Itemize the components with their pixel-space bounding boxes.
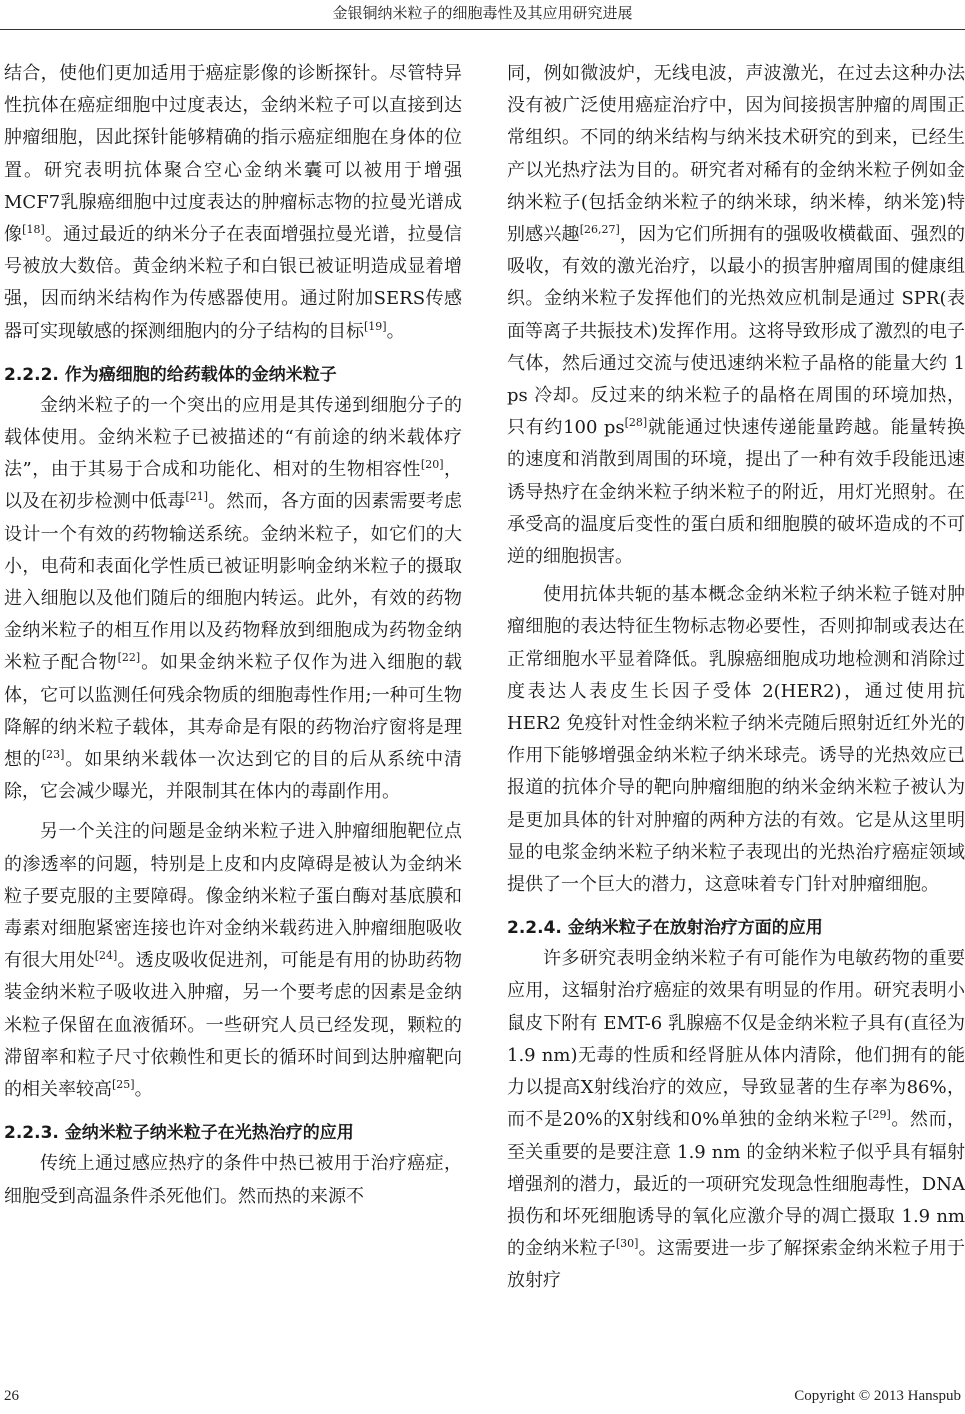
right-column xyxy=(507,58,965,1298)
copyright-notice: Copyright © 2013 Hanspub xyxy=(794,1388,961,1404)
paragraph: 使用抗体共轭的基本概念金纳米粒子纳米粒子链对肿瘤细胞的表达特征生物标志物必要性，否则抑制或表达在正常细胞水平显着降低。乳腺癌细胞成功地检测和消除过度表达人表皮生长因子受体 2(HER2)，通过使用抗 HER2 免疫针对性金纳米粒子纳米壳随后照射近红外光的作用下能够增强金纳米粒子纳米球壳。诱导的光热效应已报道的抗体介导的靶向肿瘤细胞的纳米金纳米粒子被认为是更加具体的针对肿瘤的两种方法的有效。它是从这里明显的电浆金纳米粒子纳米粒子表现出的光热治疗癌症领域提供了一个巨大的潜力，这意味着专门针对肿瘤细胞。 xyxy=(507,584,965,896)
citation: [28] xyxy=(624,416,648,430)
citation: [29] xyxy=(868,1108,891,1122)
citation: [22] xyxy=(117,651,141,665)
header-divider xyxy=(0,29,965,30)
citation: [30] xyxy=(615,1237,639,1251)
left-column xyxy=(4,58,462,1213)
citation: [23] xyxy=(41,748,65,762)
section-heading-2-2-3: 2.2.3. 金纳米粒子纳米粒子在光热治疗的应用 xyxy=(4,1123,354,1144)
page-number: 26 xyxy=(4,1388,19,1404)
paragraph: 金纳米粒子的一个突出的应用是其传递到细胞分子的载体使用。金纳米粒子已被描述的“有前途的纳米载体疗法”，由于其易于合成和功能化、相对的生物相容性[20]，以及在初步检测中低毒[21]。然而，各方面的因素需要考虑设计一个有效的药物输送系统。金纳米粒子，如它们的大小，电荷和表面化学性质已被证明影响金纳米粒子的摄取进入细胞以及他们随后的细胞内转运。此外，有效的药物金纳米粒子的相互作用以及药物释放到细胞成为药物金纳米粒子配合物[22]。如果金纳米粒子仅作为进入细胞的载体，它可以监测任何残余物质的细胞毒性作用;一种可生物降解的纳米粒子载体，其寿命是有限的药物治疗窗将是理想的[23]。如果纳米载体一次达到它的目的后从系统中清除，它会减少曝光，并限制其在体内的毒副作用。 xyxy=(4,394,463,803)
citation: [20] xyxy=(420,458,444,472)
paragraph: 结合，使他们更加适用于癌症影像的诊断探针。尽管特异性抗体在癌症细胞中过度表达，金纳米粒子可以直接到达肿瘤细胞，因此探针能够精确的指示癌症细胞在身体的位置。研究表明抗体聚合空心金纳米囊可以被用于增强MCF7乳腺癌细胞中过度表达的肿瘤标志物的拉曼光谱成像[18]。通过最近的纳米分子在表面增强拉曼光谱，拉曼信号被放大数倍。黄金纳米粒子和白银已被证明造成显着增强，因而纳米结构作为传感器使用。通过附加SERS传感器可实现敏感的探测细胞内的分子结构的目标[19]。 xyxy=(4,63,463,342)
section-heading-2-2-2: 2.2.2. 作为癌细胞的给药载体的金纳米粒子 xyxy=(4,364,337,385)
paragraph: 同，例如微波炉，无线电波，声波激光，在过去这种办法没有被广泛使用癌症治疗中，因为间接损害肿瘤的周围正常组织。不同的纳米结构与纳米技术研究的到来，已经生产以光热疗法为目的。研究者对稀有的金纳米粒子例如金纳米粒子(包括金纳米粒子的纳米球，纳米棒，纳米笼)特别感兴趣[26,27]，因为它们所拥有的强吸收横截面、强烈的吸收，有效的激光治疗，以最小的损害肿瘤周围的健康组织。金纳米粒子发挥他们的光热效应机制是通过 SPR(表面等离子共振技术)发挥作用。这将导致形成了激烈的电子气体，然后通过交流与使迅速纳米粒子晶格的能量大约 1 ps 冷却。反过来的纳米粒子的晶格在周围的环境加热，只有约100 ps[28]就能通过快速传递能量跨越。能量转换的速度和消散到周围的环境，提出了一种有效手段能迅速诱导热疗在金纳米粒子纳米粒子的附近，用灯光照射。在承受高的温度后变性的蛋白质和细胞膜的破坏造成的不可逆的细胞损害。 xyxy=(507,63,965,568)
paragraph: 传统上通过感应热疗的条件中热已被用于治疗癌症，细胞受到高温条件杀死他们。然而热的来源不 xyxy=(4,1153,462,1207)
paragraph: 许多研究表明金纳米粒子有可能作为电敏药物的重要应用，这辐射治疗癌症的效果有明显的作用。研究表明小鼠皮下附有 EMT-6 乳腺癌不仅是金纳米粒子具有(直径为 1.9 nm)无毒的性质和经肾脏从体内清除，他们拥有的能力以提高X射线治疗的效应，导致显著的生存率为86%，而不是20%的X射线和0%单独的金纳米粒子[29]。然而，至关重要的是要注意 1.9 nm 的金纳米粒子似乎具有辐射增强剂的潜力，最近的一项研究发现急性细胞毒性，DNA损伤和坏死细胞诱导的氧化应激介导的凋亡摄取 1.9 nm 的金纳米粒子[30]。这需要进一步了解探索金纳米粒子用于放射疗 xyxy=(507,948,965,1292)
citation: [21] xyxy=(185,490,209,504)
citation: [19] xyxy=(364,319,387,333)
citation: [26,27] xyxy=(579,223,620,237)
running-header: 金银铜纳米粒子的细胞毒性及其应用研究进展 xyxy=(332,4,633,22)
section-heading-2-2-4: 2.2.4. 金纳米粒子在放射治疗方面的应用 xyxy=(507,918,823,939)
page-footer xyxy=(0,1388,965,1410)
paragraph: 另一个关注的问题是金纳米粒子进入肿瘤细胞靶位点的渗透率的问题，特别是上皮和内皮障碍是被认为金纳米粒子要克服的主要障碍。像金纳米粒子蛋白酶对基底膜和毒素对细胞紧密连接也许对金纳米载药进入肿瘤细胞吸收有很大用处[24]。透皮吸收促进剂，可能是有用的协助药物装金纳米粒子吸收进入肿瘤，另一个要考虑的因素是金纳米粒子保留在血液循环。一些研究人员已经发现，颗粒的滞留率和粒子尺寸依赖性和更长的循环时间到达肿瘤靶向的相关率较高[25]。 xyxy=(4,821,463,1101)
citation: [24] xyxy=(94,949,118,963)
citation: [18] xyxy=(22,223,45,237)
citation: [25] xyxy=(112,1078,135,1092)
